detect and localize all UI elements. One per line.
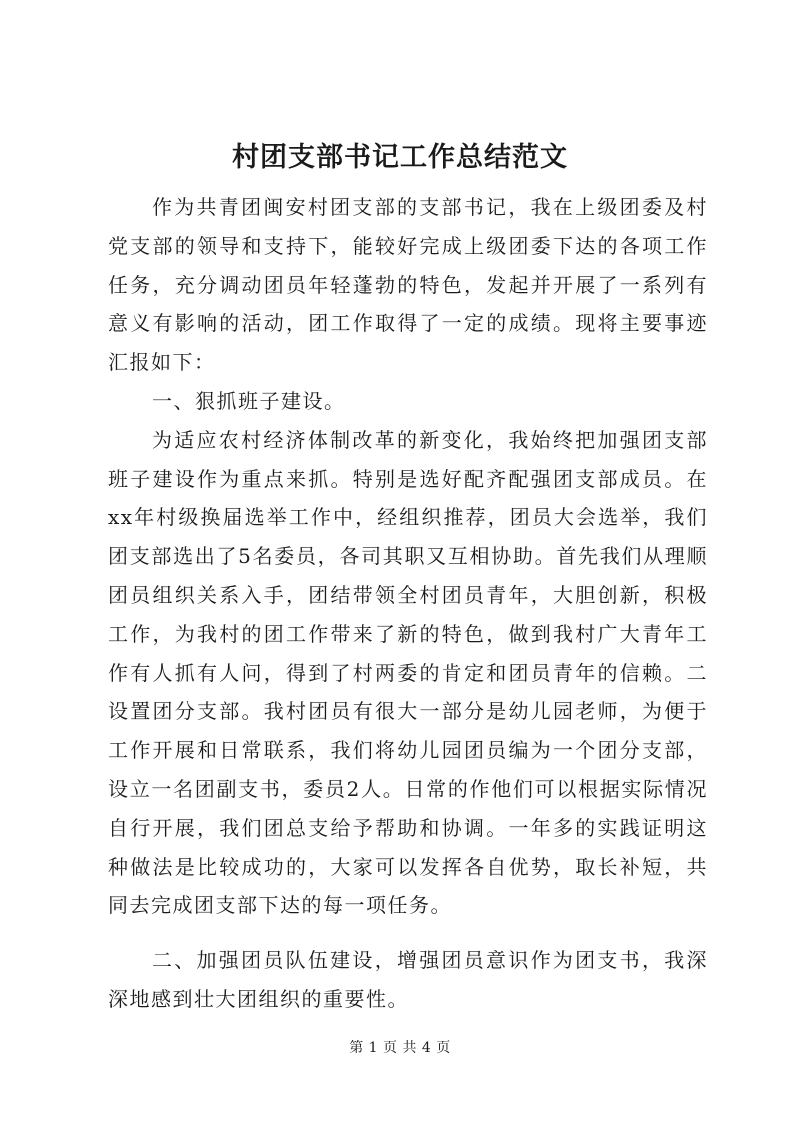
document-title: 村团支部书记工作总结范文 <box>232 142 568 173</box>
section-heading-2: 二、加强团员队伍建设，增强团员意识作为团支书，我深深地感到壮大团组织的重要性。 <box>108 948 708 1011</box>
page-footer: 第 1 页 共 4 页 <box>349 1040 451 1056</box>
paragraph-intro: 作为共青团闽安村团支部的支部书记，我在上级团委及村党支部的领导和支持下，能较好完成上级团委下达的各项工作任务，充分调动团员年轻蓬勃的特色，发起并开展了一系列有意义有影响的活动，团工作取得了一定的成绩。现将主要事迹汇报如下： <box>108 195 708 375</box>
section-heading-1: 一、狠抓班子建设。 <box>152 388 346 413</box>
document-body <box>108 188 708 1019</box>
paragraph-team-building: 为适应农村经济体制改革的新变化，我始终把加强团支部班子建设作为重点来抓。特别是选好配齐配强团支部成员。在xx年村级换届选举工作中，经组织推荐，团员大会选举，我们团支部选出了5名委员，各司其职又互相协助。首先我们从理顺团员组织关系入手，团结带领全村团员青年，大胆创新，积极工作，为我村的团工作带来了新的特色，做到我村广大青年工作有人抓有人问，得到了村两委的肯定和团员青年的信赖。二设置团分支部。我村团员有很大一部分是幼儿园老师，为便于工作开展和日常联系，我们将幼儿园团员编为一个团分支部，设立一名团副支书，委员2人。日常的作他们可以根据实际情况自行开展，我们团总支给予帮助和协调。一年多的实践证明这种做法是比较成功的，大家可以发挥各自优势，取长补短，共同去完成团支部下达的每一项任务。 <box>108 427 708 918</box>
